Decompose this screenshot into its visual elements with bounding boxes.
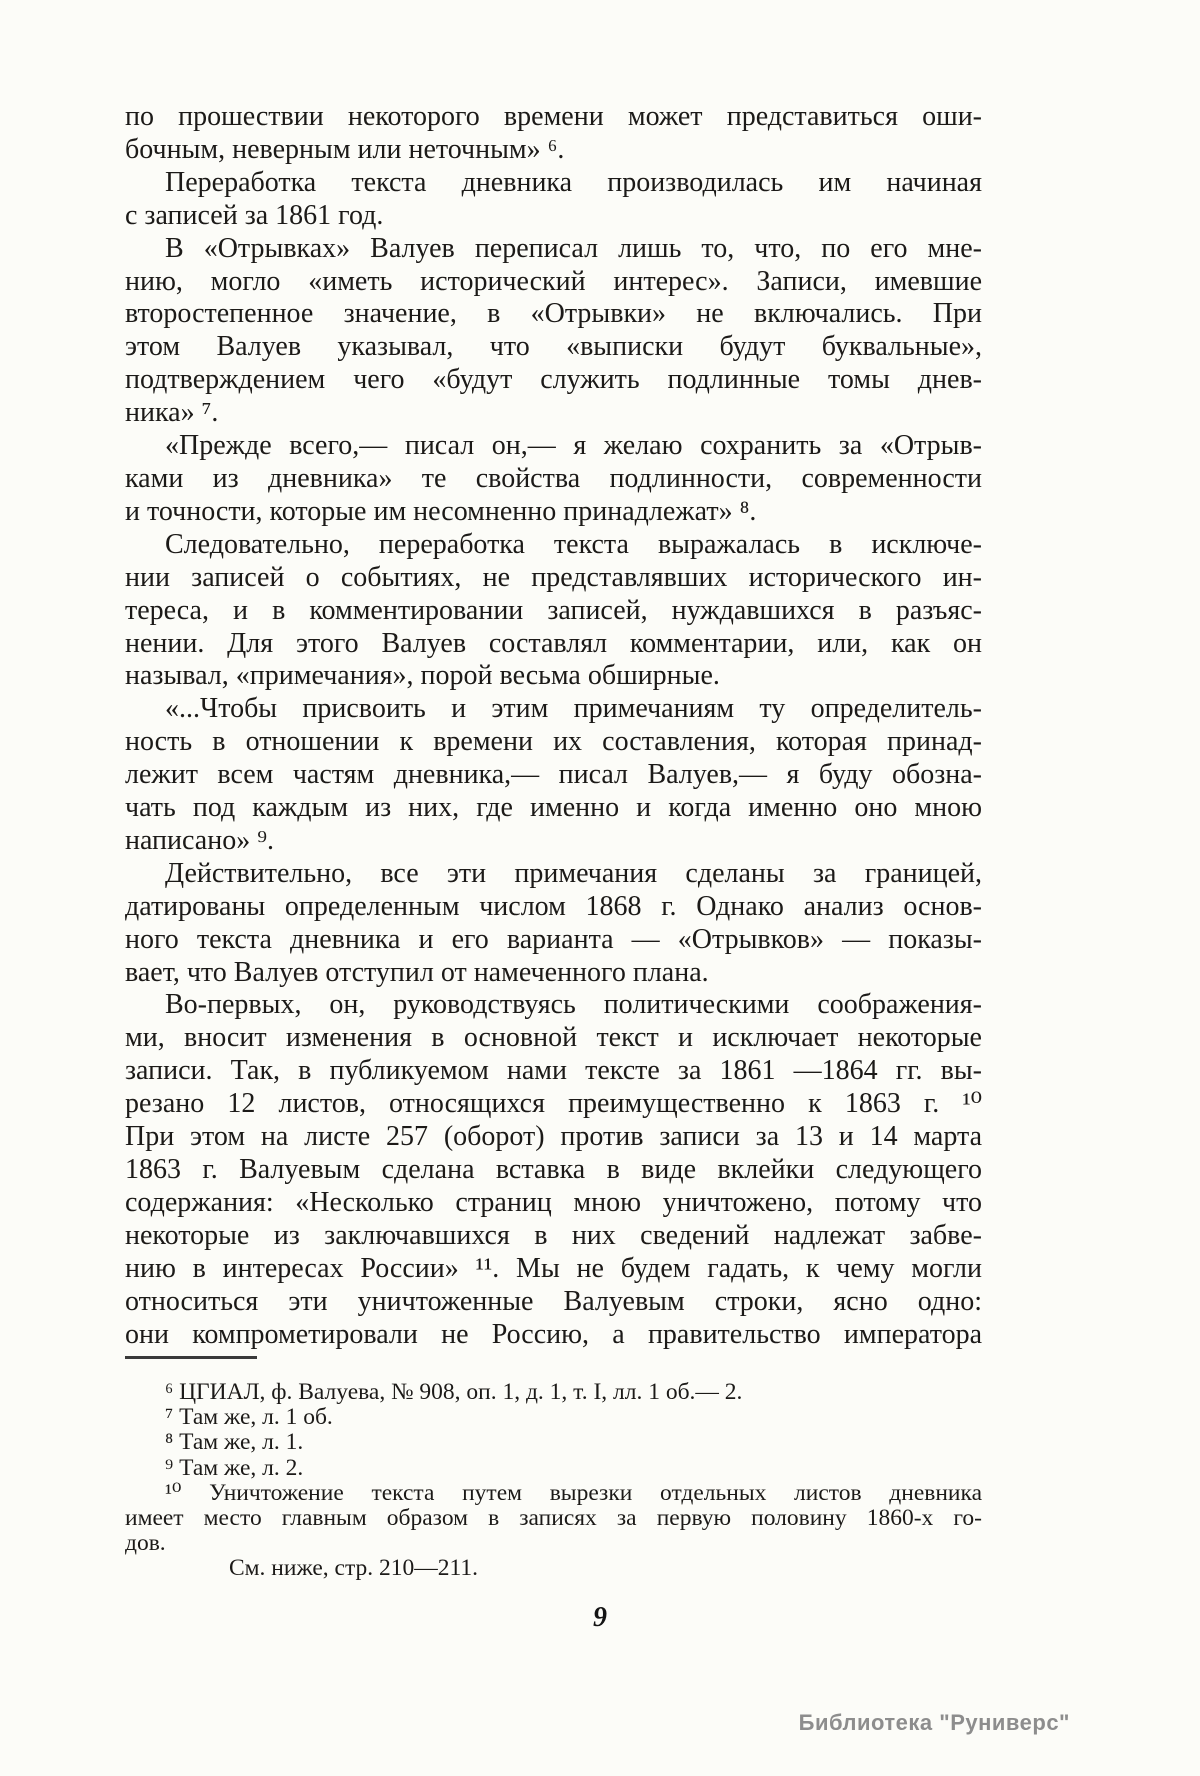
text-line: Действительно, все эти примечания сделаны за границей, xyxy=(165,857,982,889)
text-line: ного текста дневника и его варианта — «Отрывков» — показы- xyxy=(125,923,982,955)
footnote-line: ¹⁰ Уничтожение текста путем вырезки отдельных листов дневника xyxy=(165,1479,982,1506)
footnote-line: дов. xyxy=(125,1530,166,1557)
text-line: написано» ⁹. xyxy=(125,824,274,856)
text-line: При этом на листе 257 (оборот) против записи за 13 и 14 марта xyxy=(125,1121,982,1153)
text-line: ника» ⁷. xyxy=(125,397,219,429)
body-text xyxy=(125,101,982,1351)
text-line: «Прежде всего,— писал он,— я желаю сохранить за «Отрыв- xyxy=(165,430,982,462)
text-line: нию в интересах России» ¹¹. Мы не будем гадать, к чему могли xyxy=(125,1252,982,1284)
text-line: записи. Так, в публикуемом нами тексте за 1861 —1864 гг. вы- xyxy=(125,1055,982,1087)
footnote-line: ⁷ Там же, л. 1 об. xyxy=(165,1404,333,1431)
text-line: ками из дневника» те свойства подлинности, современности xyxy=(125,462,982,494)
footnote-line: ⁹ Там же, л. 2. xyxy=(165,1454,304,1481)
text-line: они компрометировали не Россию, а правительство императора xyxy=(125,1318,982,1350)
footnote-line: См. ниже, стр. 210—211. xyxy=(229,1555,479,1582)
text-line: «...Чтобы присвоить и этим примечаниям ту определитель- xyxy=(165,693,982,725)
text-line: ность в отношении к времени их составления, которая принад- xyxy=(125,726,982,758)
text-line: 1863 г. Валуевым сделана вставка в виде вклейки следующего xyxy=(125,1154,982,1185)
text-line: называл, «примечания», порой весьма обширные. xyxy=(125,660,720,692)
footnote-line: ⁸ Там же, л. 1. xyxy=(165,1429,304,1456)
watermark: Библиотека "Руниверс" xyxy=(798,1710,1070,1735)
text-line: датированы определенным числом 1868 г. Однако анализ основ- xyxy=(125,890,982,922)
text-line: Во-первых, он, руководствуясь политическими соображения- xyxy=(165,989,982,1021)
text-line: лежит всем частям дневника,— писал Валуев,— я буду обозна- xyxy=(125,759,982,791)
text-line: бочным, неверным или неточным» ⁶. xyxy=(125,133,565,165)
text-line: нении. Для этого Валуев составлял комментарии, или, как он xyxy=(125,627,982,659)
text-line: относиться эти уничтоженные Валуевым строки, ясно одно: xyxy=(125,1285,982,1317)
text-line: этом Валуев указывал, что «выписки будут буквальные», xyxy=(125,331,982,363)
text-line: содержания: «Несколько страниц мною уничтожено, потому что xyxy=(125,1186,982,1218)
text-line: Следовательно, переработка текста выражалась в исключе- xyxy=(165,528,982,560)
text-line: Переработка текста дневника производилась им начиная xyxy=(165,166,982,198)
text-line: тереса, и в комментировании записей, нуждавшихся в разъяс- xyxy=(125,594,982,626)
text-line: В «Отрывках» Валуев переписал лишь то, что, по его мне- xyxy=(165,232,982,264)
text-line: ми, вносит изменения в основной текст и исключает некоторые xyxy=(125,1022,982,1054)
text-line: нии записей о событиях, не представлявших исторического ин- xyxy=(125,561,982,593)
text-line: резано 12 листов, относящихся преимущественно к 1863 г. ¹⁰ xyxy=(125,1088,982,1120)
text-line: нию, могло «иметь исторический интерес». Записи, имевшие xyxy=(125,265,982,297)
text-line: подтверждением чего «будут служить подлинные томы днев- xyxy=(125,364,982,396)
footnote-line: имеет место главным образом в записях за первую половину 1860-х го- xyxy=(125,1505,982,1532)
text-line: и точности, которые им несомненно принадлежат» ⁸. xyxy=(125,495,757,527)
text-line: вает, что Валуев отступил от намеченного плана. xyxy=(125,956,709,988)
footnote-line: ⁶ ЦГИАЛ, ф. Валуева, № 908, оп. 1, д. 1, т. I, лл. 1 об.— 2. xyxy=(165,1379,743,1405)
text-line: чать под каждым из них, где именно и когда именно оно мною xyxy=(125,792,982,824)
footnotes xyxy=(125,1380,982,1582)
page-number: 9 xyxy=(593,1602,607,1633)
text-line: некоторые из заключавшихся в них сведений надлежат забве- xyxy=(125,1219,982,1251)
text-line: по прошествии некоторого времени может представиться оши- xyxy=(125,101,982,132)
footnote-separator xyxy=(125,1356,257,1359)
text-line: с записей за 1861 год. xyxy=(125,199,384,231)
text-line: второстепенное значение, в «Отрывки» не включались. При xyxy=(125,298,982,330)
